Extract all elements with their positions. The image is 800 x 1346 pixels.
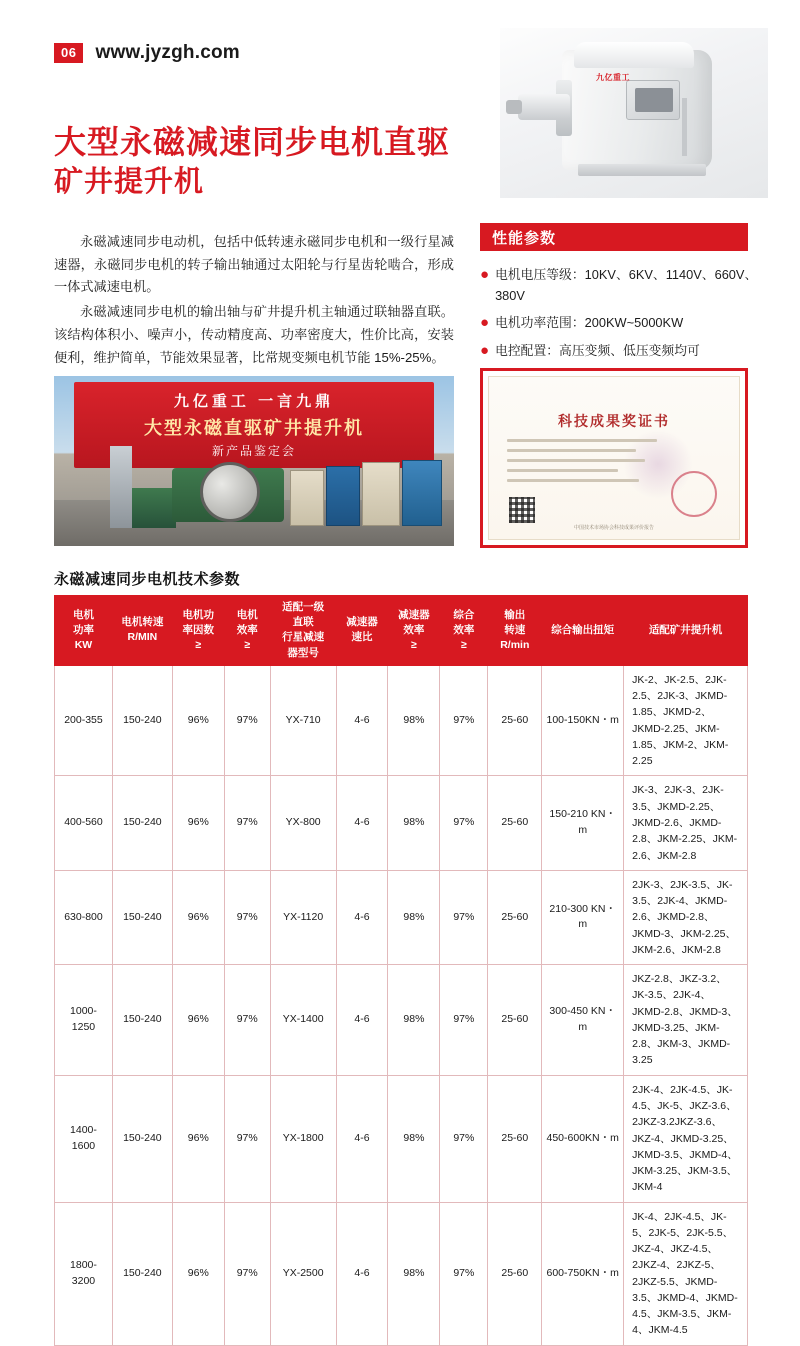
cell-total-efficiency: 97% [440,665,488,776]
col-header-efficiency: 电机 效率 ≥ [224,596,270,666]
motor-logo-mark: 九亿重工 [596,73,630,82]
exhibition-photo [54,376,454,546]
performance-heading: 性能参数 [480,223,748,251]
cell-efficiency: 97% [224,1075,270,1202]
motor-top-shape [574,42,694,68]
cell-application: 2JK-3、2JK-3.5、JK-3.5、2JK-4、JKMD-2.6、JKMD-2.8、JKMD-3、JKM-2.25、JKM-2.6、JKM-2.8 [624,870,748,964]
title-line-2: 矿井提升机 [54,166,205,198]
table-row [55,1202,748,1345]
product-photo [500,28,768,198]
page-title [54,122,450,200]
table-header-row [55,596,748,666]
exhibition-green-machine-shape [132,488,176,528]
performance-item-text: 电机功率范围：200KW~5000KW [495,315,684,331]
page-header [54,42,240,64]
spec-table [54,595,748,1346]
col-header-reducer-efficiency: 减速器 效率 ≥ [388,596,440,666]
cell-torque: 100-150KN・m [542,665,624,776]
bullet-icon: ● [480,314,490,332]
motor-rod-shape [682,98,687,156]
cell-output-speed: 25-60 [488,965,542,1076]
certificate-inner [488,376,740,540]
exhibition-cabinet-4-shape [402,460,442,526]
cell-power: 200-355 [55,665,113,776]
cell-ratio: 4-6 [336,665,388,776]
cell-total-efficiency: 97% [440,1202,488,1345]
title-line-1: 大型永磁减速同步电机直驱 [54,124,451,160]
cell-power: 400-560 [55,776,113,870]
banner-line-2: 大型永磁直驱矿井提升机 [144,418,364,438]
certificate-footer: 中国技术市场协会科技成果评价报告 [573,525,654,531]
banner-line-3: 新产品鉴定会 [211,444,296,458]
cell-torque: 300-450 KN・m [542,965,624,1076]
cell-ratio: 4-6 [336,1202,388,1345]
col-header-ratio: 减速器 速比 [336,596,388,666]
cell-power-factor: 96% [172,1202,224,1345]
cell-reducer-model: YX-1120 [270,870,336,964]
cell-reducer-model: YX-1400 [270,965,336,1076]
spec-table-title: 永磁减速同步电机技术参数 [54,571,241,588]
cell-speed: 150-240 [112,965,172,1076]
col-header-total-efficiency: 综合 效率 ≥ [440,596,488,666]
banner-line-1: 九亿重工 一言九鼎 [173,393,335,410]
cell-power-factor: 96% [172,965,224,1076]
cell-speed: 150-240 [112,1075,172,1202]
cell-efficiency: 97% [224,965,270,1076]
cell-reducer-model: YX-2500 [270,1202,336,1345]
cell-speed: 150-240 [112,1202,172,1345]
bullet-icon: ● [480,342,490,360]
performance-item-text: 电机电压等级：10KV、6KV、1140V、660V、380V [495,267,758,303]
list-item [480,265,760,306]
exhibition-cabinet-3-shape [362,462,400,526]
cell-torque: 210-300 KN・m [542,870,624,964]
cell-output-speed: 25-60 [488,665,542,776]
cell-output-speed: 25-60 [488,1202,542,1345]
cell-output-speed: 25-60 [488,1075,542,1202]
cell-ratio: 4-6 [336,870,388,964]
page-number-badge: 06 [54,43,83,63]
cell-power: 1800-3200 [55,1202,113,1345]
exhibition-cabinet-2-shape [326,466,360,526]
cell-power: 1000-1250 [55,965,113,1076]
cell-reducer-model: YX-1800 [270,1075,336,1202]
cell-torque: 600-750KN・m [542,1202,624,1345]
cell-ratio: 4-6 [336,776,388,870]
col-header-power: 电机 功率 KW [55,596,113,666]
performance-item-text: 电控配置：高压变频、低压变频均可 [495,343,700,359]
cell-application: 2JK-4、2JK-4.5、JK-4.5、JK-5、JKZ-3.6、2JKZ-3.2JKZ-3.6、JKZ-4、JKMD-3.25、JKMD-3.5、JKMD-4、JKM-3.25、JKM-3.5、JKM-4 [624,1075,748,1202]
cell-application: JK-2、JK-2.5、2JK-2.5、2JK-3、JKMD-1.85、JKMD-2、JKMD-2.25、JKM-1.85、JKM-2、JKM-2.25 [624,665,748,776]
table-row [55,870,748,964]
certificate-seal-icon [671,471,717,517]
col-header-torque: 综合输出扭矩 [542,596,624,666]
exhibition-cabinet-1-shape [290,470,324,526]
motor-terminal-box-inner-shape [635,88,673,112]
certificate-body-lines [507,439,657,489]
cell-total-efficiency: 97% [440,870,488,964]
exhibition-tower-shape [110,446,132,528]
qr-code-icon [509,497,535,523]
cell-reducer-efficiency: 98% [388,776,440,870]
list-item [480,313,760,334]
cell-total-efficiency: 97% [440,776,488,870]
intro-paragraph-1: 永磁减速同步电动机，包括中低转速永磁同步电机和一级行星减速器，永磁同步电机的转子输出轴通过太阳轮与行星齿轮啮合，形成一体式减速电机。 [54,234,454,295]
motor-base-shape [578,164,706,176]
cell-power: 1400-1600 [55,1075,113,1202]
cell-reducer-efficiency: 98% [388,1202,440,1345]
cell-reducer-model: YX-710 [270,665,336,776]
cell-application: JK-4、2JK-4.5、JK-5、2JK-5、2JK-5.5、JKZ-4、JKZ-4.5、2JKZ-4、2JKZ-5、2JKZ-5.5、JKMD-3.5、JKMD-4、JKMD-4.5、JKM-3.5、JKM-4、JKM-4.5 [624,1202,748,1345]
cell-application: JK-3、2JK-3、2JK-3.5、JKMD-2.25、JKMD-2.6、JKMD-2.8、JKM-2.25、JKM-2.6、JKM-2.8 [624,776,748,870]
col-header-power-factor: 电机功 率因数 ≥ [172,596,224,666]
col-header-output-speed: 输出 转速 R/min [488,596,542,666]
cell-ratio: 4-6 [336,1075,388,1202]
cell-power: 630-800 [55,870,113,964]
bullet-icon: ● [480,266,490,283]
intro-paragraph-2: 永磁减速同步电机的输出轴与矿井提升机主轴通过联轴器直联。该结构体积小、噪声小，传动精度高、功率密度大，性价比高，安装便利，维护简单，节能效果显著，比常规变频电机节能 15%-25%。 [54,304,454,365]
cell-power-factor: 96% [172,1075,224,1202]
cell-reducer-efficiency: 98% [388,965,440,1076]
cell-efficiency: 97% [224,870,270,964]
cell-reducer-efficiency: 98% [388,665,440,776]
col-header-speed: 电机转速 R/MIN [112,596,172,666]
cell-torque: 150-210 KN・m [542,776,624,870]
cell-ratio: 4-6 [336,965,388,1076]
cell-power-factor: 96% [172,870,224,964]
motor-terminal-box-shape [626,80,680,120]
cell-torque: 450-600KN・m [542,1075,624,1202]
motor-shaft-end-shape [506,100,522,114]
cell-reducer-efficiency: 98% [388,870,440,964]
spec-table-head [55,596,748,666]
certificate-title: 科技成果奖证书 [558,413,670,429]
cell-speed: 150-240 [112,665,172,776]
exhibition-drum-shape [200,462,260,522]
cell-output-speed: 25-60 [488,776,542,870]
spec-table-body [55,665,748,1345]
cell-speed: 150-240 [112,776,172,870]
motor-shaft-shape [518,94,570,120]
cell-speed: 150-240 [112,870,172,964]
table-row [55,1075,748,1202]
cell-power-factor: 96% [172,665,224,776]
cell-reducer-efficiency: 98% [388,1075,440,1202]
cell-efficiency: 97% [224,776,270,870]
cell-total-efficiency: 97% [440,965,488,1076]
col-header-reducer-model: 适配一级 直联 行星减速 器型号 [270,596,336,666]
cell-efficiency: 97% [224,1202,270,1345]
cell-reducer-model: YX-800 [270,776,336,870]
table-row [55,665,748,776]
intro-text [54,231,454,371]
cell-application: JKZ-2.8、JKZ-3.2、JK-3.5、2JK-4、JKMD-2.8、JKMD-3、JKMD-3.25、JKM-2.8、JKM-3、JKMD-3.25 [624,965,748,1076]
table-row [55,776,748,870]
certificate-photo [480,368,748,548]
performance-list [480,265,760,369]
cell-power-factor: 96% [172,776,224,870]
website-url: www.jyzgh.com [95,42,240,63]
cell-output-speed: 25-60 [488,870,542,964]
list-item [480,341,760,362]
col-header-application: 适配矿井提升机 [624,596,748,666]
cell-efficiency: 97% [224,665,270,776]
cell-total-efficiency: 97% [440,1075,488,1202]
table-row [55,965,748,1076]
